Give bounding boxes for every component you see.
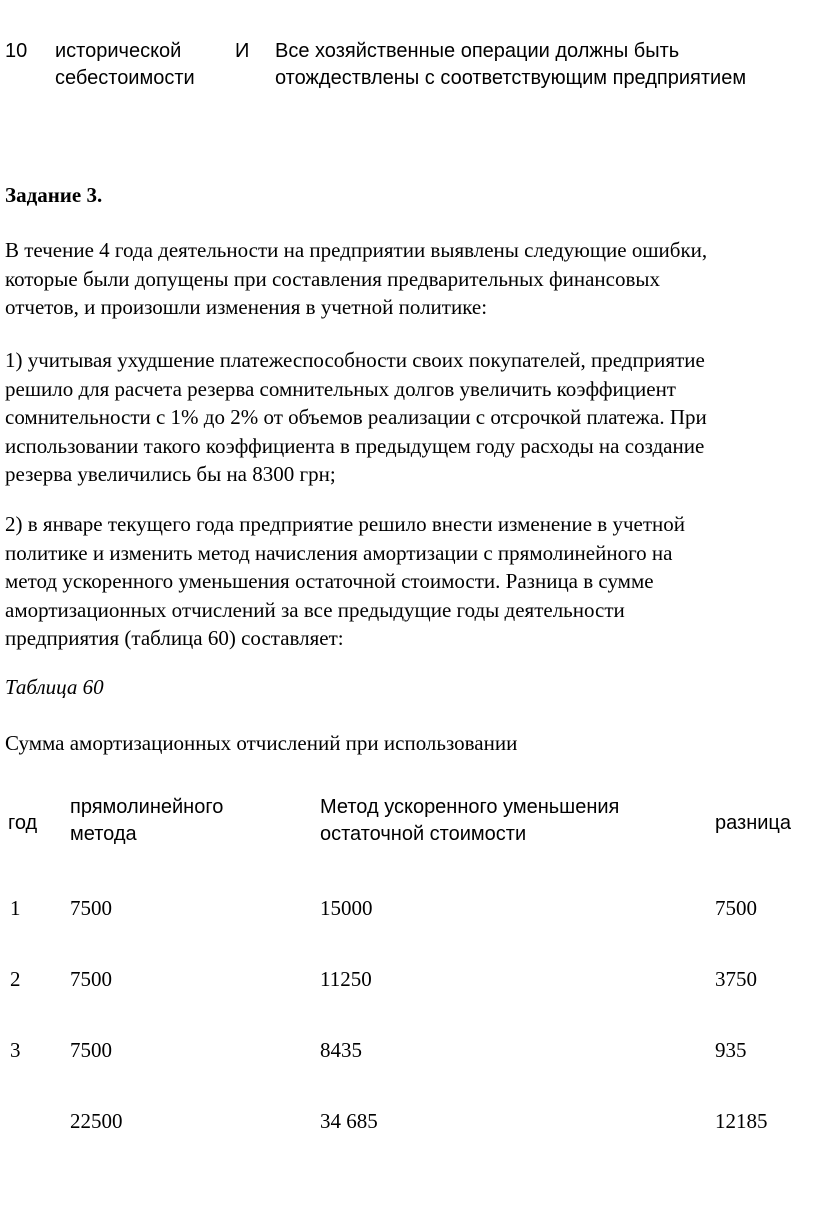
total-straight: 22500: [70, 1109, 123, 1133]
cell-straight: 7500: [70, 967, 112, 991]
header-year: год: [8, 812, 38, 834]
intro-line: В течение 4 года деятельности на предприятии выявлены следующие ошибки,: [5, 238, 708, 262]
intro-line: которые были допущены при составления предварительных финансовых: [5, 266, 660, 291]
item-1-paragraph: [5, 346, 813, 489]
description-line-1: Все хозяйственные операции должны быть: [275, 40, 680, 62]
item-1-line: резерва увеличились бы на 8300 грн;: [5, 462, 336, 486]
header-accelerated-line-1: Метод ускоренного уменьшения: [320, 796, 620, 818]
cell-year: 3: [10, 1038, 21, 1062]
cell-year: 2: [10, 967, 21, 991]
cell-difference: 935: [715, 1038, 747, 1062]
task-heading: Задание 3.: [5, 183, 103, 207]
item-2-line: 2) в январе текущего года предприятие решило внести изменение в учетной: [5, 512, 685, 536]
term-line-2: себестоимости: [55, 67, 195, 89]
term-line-1: исторической: [55, 40, 182, 62]
cell-accelerated: 15000: [320, 896, 373, 920]
item-2-paragraph: [5, 510, 813, 653]
item-2-line: метод ускоренного уменьшения остаточной стоимости. Разница в сумме: [5, 569, 654, 593]
cell-accelerated: 8435: [320, 1038, 362, 1062]
intro-paragraph: [5, 236, 813, 322]
cell-accelerated: 11250: [320, 967, 372, 991]
header-accelerated-line-2: остаточной стоимости: [320, 823, 527, 845]
item-1-line: решило для расчета резерва сомнительных долгов увеличить коэффициент: [5, 376, 676, 401]
total-accelerated: 34 685: [320, 1109, 378, 1133]
cell-straight: 7500: [70, 1038, 112, 1062]
table-subtitle: Сумма амортизационных отчислений при использовании: [5, 731, 518, 755]
item-1-line: использовании такого коэффициента в предыдущем году расходы на создание: [5, 433, 705, 458]
row-letter: И: [235, 40, 250, 62]
header-straight-line-2: метода: [70, 823, 137, 845]
item-2-line: предприятия (таблица 60) составляет:: [5, 626, 344, 650]
header-straight-line-1: прямолинейного: [70, 796, 224, 818]
cell-difference: 7500: [715, 896, 757, 920]
description-line-2: отождествлены с соответствующим предприятием: [275, 67, 747, 89]
item-2-line: амортизационных отчислений за все предыдущие годы деятельности: [5, 597, 625, 622]
header-difference: разница: [715, 812, 791, 834]
total-difference: 12185: [715, 1109, 768, 1133]
intro-line: отчетов, и произошли изменения в учетной политике:: [5, 295, 488, 319]
cell-difference: 3750: [715, 967, 757, 991]
item-2-line: политике и изменить метод начисления амортизации с прямолинейного на: [5, 540, 673, 565]
row-number: 10: [5, 40, 28, 62]
item-1-line: сомнительности с 1% до 2% от объемов реализации с отсрочкой платежа. При: [5, 405, 707, 429]
cell-straight: 7500: [70, 896, 112, 920]
table-caption: Таблица 60: [5, 675, 104, 699]
cell-year: 1: [10, 896, 21, 920]
item-1-line: 1) учитывая ухудшение платежеспособности своих покупателей, предприятие: [5, 348, 705, 372]
